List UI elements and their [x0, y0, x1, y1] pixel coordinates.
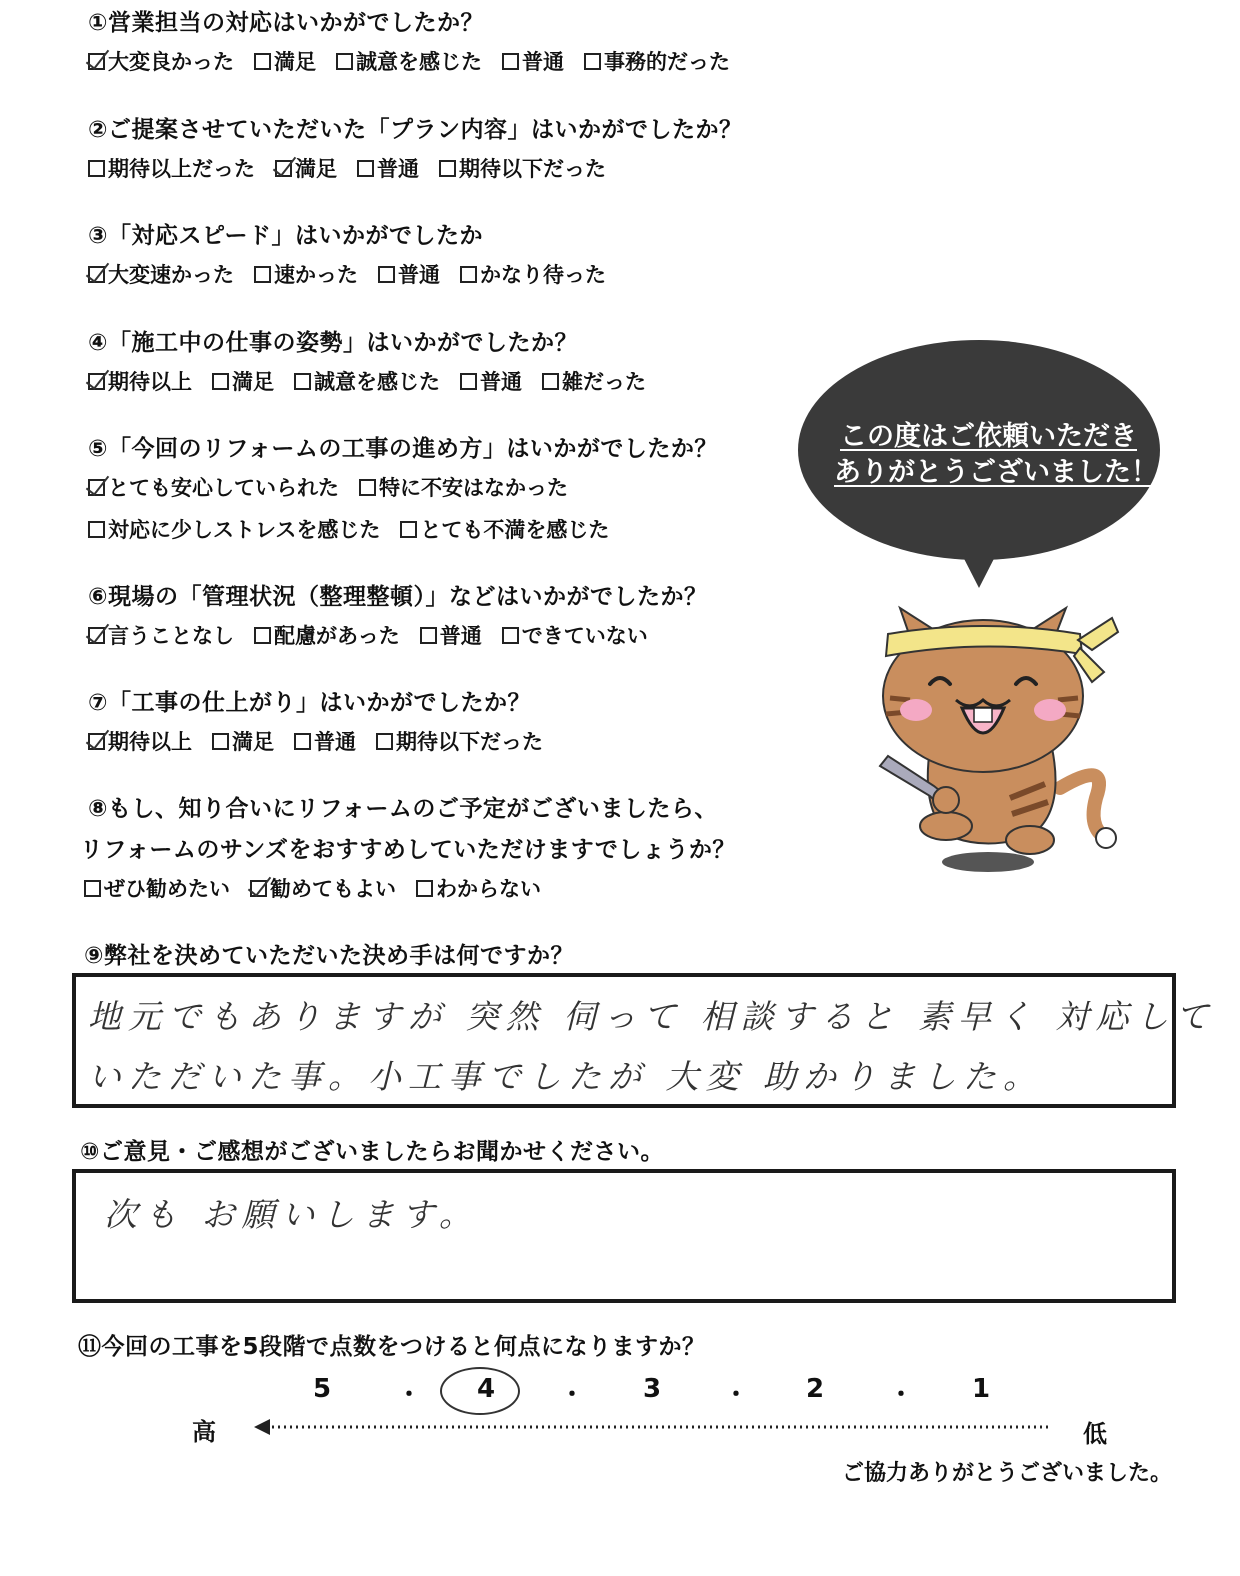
scale-separator: ・ — [889, 1380, 913, 1408]
q7-option[interactable] — [376, 726, 543, 756]
checkbox-checked[interactable] — [250, 880, 267, 897]
option-label: ぜひ勧めたい — [104, 877, 230, 901]
q4-title: ④「施工中の仕事の姿勢」はいかがでしたか？ — [88, 330, 578, 356]
option-label: 誠意を感じた — [356, 50, 482, 74]
scale-3[interactable]: 3 — [643, 1374, 662, 1404]
checkbox[interactable] — [84, 880, 101, 897]
q9-answer-line2: いただいた事。小工事でしたが 大変 助かりました。 — [88, 1057, 1043, 1096]
option-label: 普通 — [522, 50, 564, 74]
checkbox[interactable] — [254, 53, 271, 70]
q6-title: ⑥現場の「管理状況（整理整頓）」などはいかがでしたか？ — [88, 584, 708, 610]
option-label: 期待以上だった — [108, 157, 255, 181]
option-label: 雑だった — [562, 370, 646, 394]
option-label: できていない — [521, 624, 648, 648]
q1-option[interactable] — [502, 46, 564, 76]
option-label: 普通 — [314, 730, 356, 754]
q6-option[interactable] — [88, 620, 234, 650]
checkbox[interactable] — [254, 266, 271, 283]
checkbox[interactable] — [359, 479, 376, 496]
q6-option[interactable] — [254, 620, 400, 650]
option-label: 勧めてもよい — [270, 877, 396, 901]
q8-options — [84, 873, 541, 903]
q3-option[interactable] — [88, 259, 234, 289]
checkbox[interactable] — [294, 733, 311, 750]
q10-answer-line1: 次も お願いします。 — [104, 1195, 479, 1234]
q7-option[interactable] — [294, 726, 356, 756]
q5-option[interactable] — [400, 514, 609, 544]
checkbox[interactable] — [416, 880, 433, 897]
q3-title: ③「対応スピード」はいかがでしたか — [88, 223, 484, 249]
q2-options — [88, 153, 606, 183]
q11-title: ⑪今回の工事を5段階で点数をつけると何点になりますか？ — [78, 1334, 706, 1360]
scale-arrow-icon — [254, 1415, 1054, 1439]
scale-high-label: 高 — [192, 1418, 216, 1446]
scale-2[interactable]: 2 — [806, 1374, 825, 1404]
option-label: 普通 — [480, 370, 522, 394]
checkbox[interactable] — [254, 627, 271, 644]
q1-option[interactable] — [88, 46, 234, 76]
q6-option[interactable] — [420, 620, 482, 650]
option-label: 対応に少しストレスを感じた — [108, 518, 381, 542]
option-label: 速かった — [274, 263, 358, 287]
q1-options — [88, 46, 730, 76]
checkbox[interactable] — [460, 266, 477, 283]
q8-title-line2: リフォームのサンズをおすすめしていただけますでしょうか？ — [80, 837, 736, 863]
q5-title: ⑤「今回のリフォームの工事の進め方」はいかがでしたか？ — [88, 436, 718, 462]
option-label: 期待以下だった — [459, 157, 606, 181]
option-label: 期待以上 — [108, 730, 192, 754]
option-label: 事務的だった — [604, 50, 730, 74]
scale-separator: ・ — [724, 1380, 748, 1408]
option-label: 普通 — [439, 624, 482, 648]
checkbox[interactable] — [460, 373, 477, 390]
q9-title: ⑨弊社を決めていただいた決め手は何ですか？ — [84, 943, 574, 969]
checkbox[interactable] — [542, 373, 559, 390]
q4-option[interactable] — [88, 366, 192, 396]
q2-option[interactable] — [88, 153, 255, 183]
checkbox-checked[interactable] — [88, 53, 105, 70]
checkbox-checked[interactable] — [88, 479, 105, 496]
q8-option[interactable] — [250, 873, 396, 903]
option-label: 大変良かった — [108, 50, 234, 74]
option-label: とても不満を感じた — [420, 518, 610, 542]
q4-option[interactable] — [542, 366, 646, 396]
q1-option[interactable] — [584, 46, 730, 76]
scale-separator: ・ — [397, 1380, 421, 1408]
q6-options — [88, 620, 648, 650]
q1-option[interactable] — [254, 46, 316, 76]
checkbox-checked[interactable] — [88, 373, 105, 390]
q4-option[interactable] — [460, 366, 522, 396]
scale-5[interactable]: 5 — [313, 1374, 332, 1404]
q7-title: ⑦「工事の仕上がり」はいかがでしたか？ — [88, 690, 531, 716]
closing-message: ご協力ありがとうございました。 — [842, 1461, 1173, 1486]
q5-option[interactable] — [359, 472, 568, 502]
option-label: 満足 — [232, 730, 274, 754]
option-label: 大変速かった — [108, 263, 234, 287]
checkbox[interactable] — [584, 53, 601, 70]
q5-options — [88, 472, 568, 502]
q7-options — [88, 726, 543, 756]
q3-option[interactable] — [254, 259, 358, 289]
q10-answer-box[interactable] — [72, 1169, 1176, 1303]
option-label: 誠意を感じた — [314, 370, 440, 394]
checkbox[interactable] — [502, 53, 519, 70]
option-label: 期待以下だった — [396, 730, 543, 754]
q8-title: ⑧もし、知り合いにリフォームのご予定がございましたら、 — [88, 796, 718, 822]
checkbox[interactable] — [357, 160, 374, 177]
checkbox-checked[interactable] — [88, 266, 105, 283]
scale-4-selected[interactable]: 4 — [477, 1374, 496, 1404]
q4-option[interactable] — [294, 366, 440, 396]
q6-option[interactable] — [502, 620, 648, 650]
q5-option[interactable] — [88, 514, 380, 544]
q2-option[interactable] — [439, 153, 606, 183]
checkbox[interactable] — [400, 521, 417, 538]
option-label: わからない — [436, 877, 541, 901]
checkbox[interactable] — [376, 733, 393, 750]
cat-mascot-icon — [860, 588, 1130, 884]
q7-option[interactable] — [212, 726, 274, 756]
q10-title: ⑩ご意見・ご感想がございましたらお聞かせください。 — [80, 1139, 664, 1165]
q2-option[interactable] — [357, 153, 419, 183]
option-label: 満足 — [295, 157, 337, 181]
bubble-line1: この度はご依頼いただき — [840, 421, 1137, 452]
q3-options — [88, 259, 606, 289]
checkbox[interactable] — [88, 521, 105, 538]
option-label: 言うことなし — [108, 624, 234, 648]
checkbox-checked[interactable] — [88, 627, 105, 644]
scale-low-label: 低 — [1083, 1420, 1107, 1448]
q3-option[interactable] — [378, 259, 440, 289]
option-label: 満足 — [274, 50, 316, 74]
checkbox-checked[interactable] — [88, 733, 105, 750]
checkbox[interactable] — [336, 53, 353, 70]
q8-option[interactable] — [416, 873, 541, 903]
q9-answer-line1: 地元でもありますが 突然 伺って 相談すると 素早く 対応して — [88, 997, 1216, 1036]
q4-options — [88, 366, 646, 396]
q3-option[interactable] — [460, 259, 606, 289]
checkbox[interactable] — [88, 160, 105, 177]
option-label: 期待以上 — [108, 370, 192, 394]
scale-separator: ・ — [560, 1380, 584, 1408]
option-label: とても安心していられた — [108, 476, 339, 500]
option-label: 配慮があった — [274, 624, 400, 648]
q8-option[interactable] — [84, 873, 230, 903]
q4-option[interactable] — [212, 366, 274, 396]
q9-answer-box[interactable] — [72, 973, 1216, 1108]
q7-option[interactable] — [88, 726, 192, 756]
q2-option[interactable] — [275, 153, 337, 183]
checkbox[interactable] — [212, 733, 229, 750]
checkbox[interactable] — [378, 266, 395, 283]
option-label: 普通 — [377, 157, 419, 181]
checkbox[interactable] — [420, 627, 437, 644]
option-label: 普通 — [398, 263, 440, 287]
checkbox-checked[interactable] — [275, 160, 292, 177]
q5-options-row2 — [88, 514, 609, 544]
checkbox[interactable] — [439, 160, 456, 177]
checkbox[interactable] — [212, 373, 229, 390]
option-label: 満足 — [232, 370, 274, 394]
bubble-line2: ありがとうございました！ — [834, 457, 1158, 488]
q5-option[interactable] — [88, 472, 339, 502]
scale-1[interactable]: 1 — [972, 1374, 991, 1404]
q1-option[interactable] — [336, 46, 482, 76]
q2-title: ②ご提案させていただいた「プラン内容」はいかがでしたか？ — [88, 117, 743, 143]
selection-circle — [440, 1367, 520, 1415]
checkbox[interactable] — [294, 373, 311, 390]
option-label: 特に不安はなかった — [379, 476, 568, 500]
option-label: かなり待った — [480, 263, 606, 287]
q1-title: ①営業担当の対応はいかがでしたか？ — [88, 10, 484, 36]
checkbox[interactable] — [502, 627, 519, 644]
